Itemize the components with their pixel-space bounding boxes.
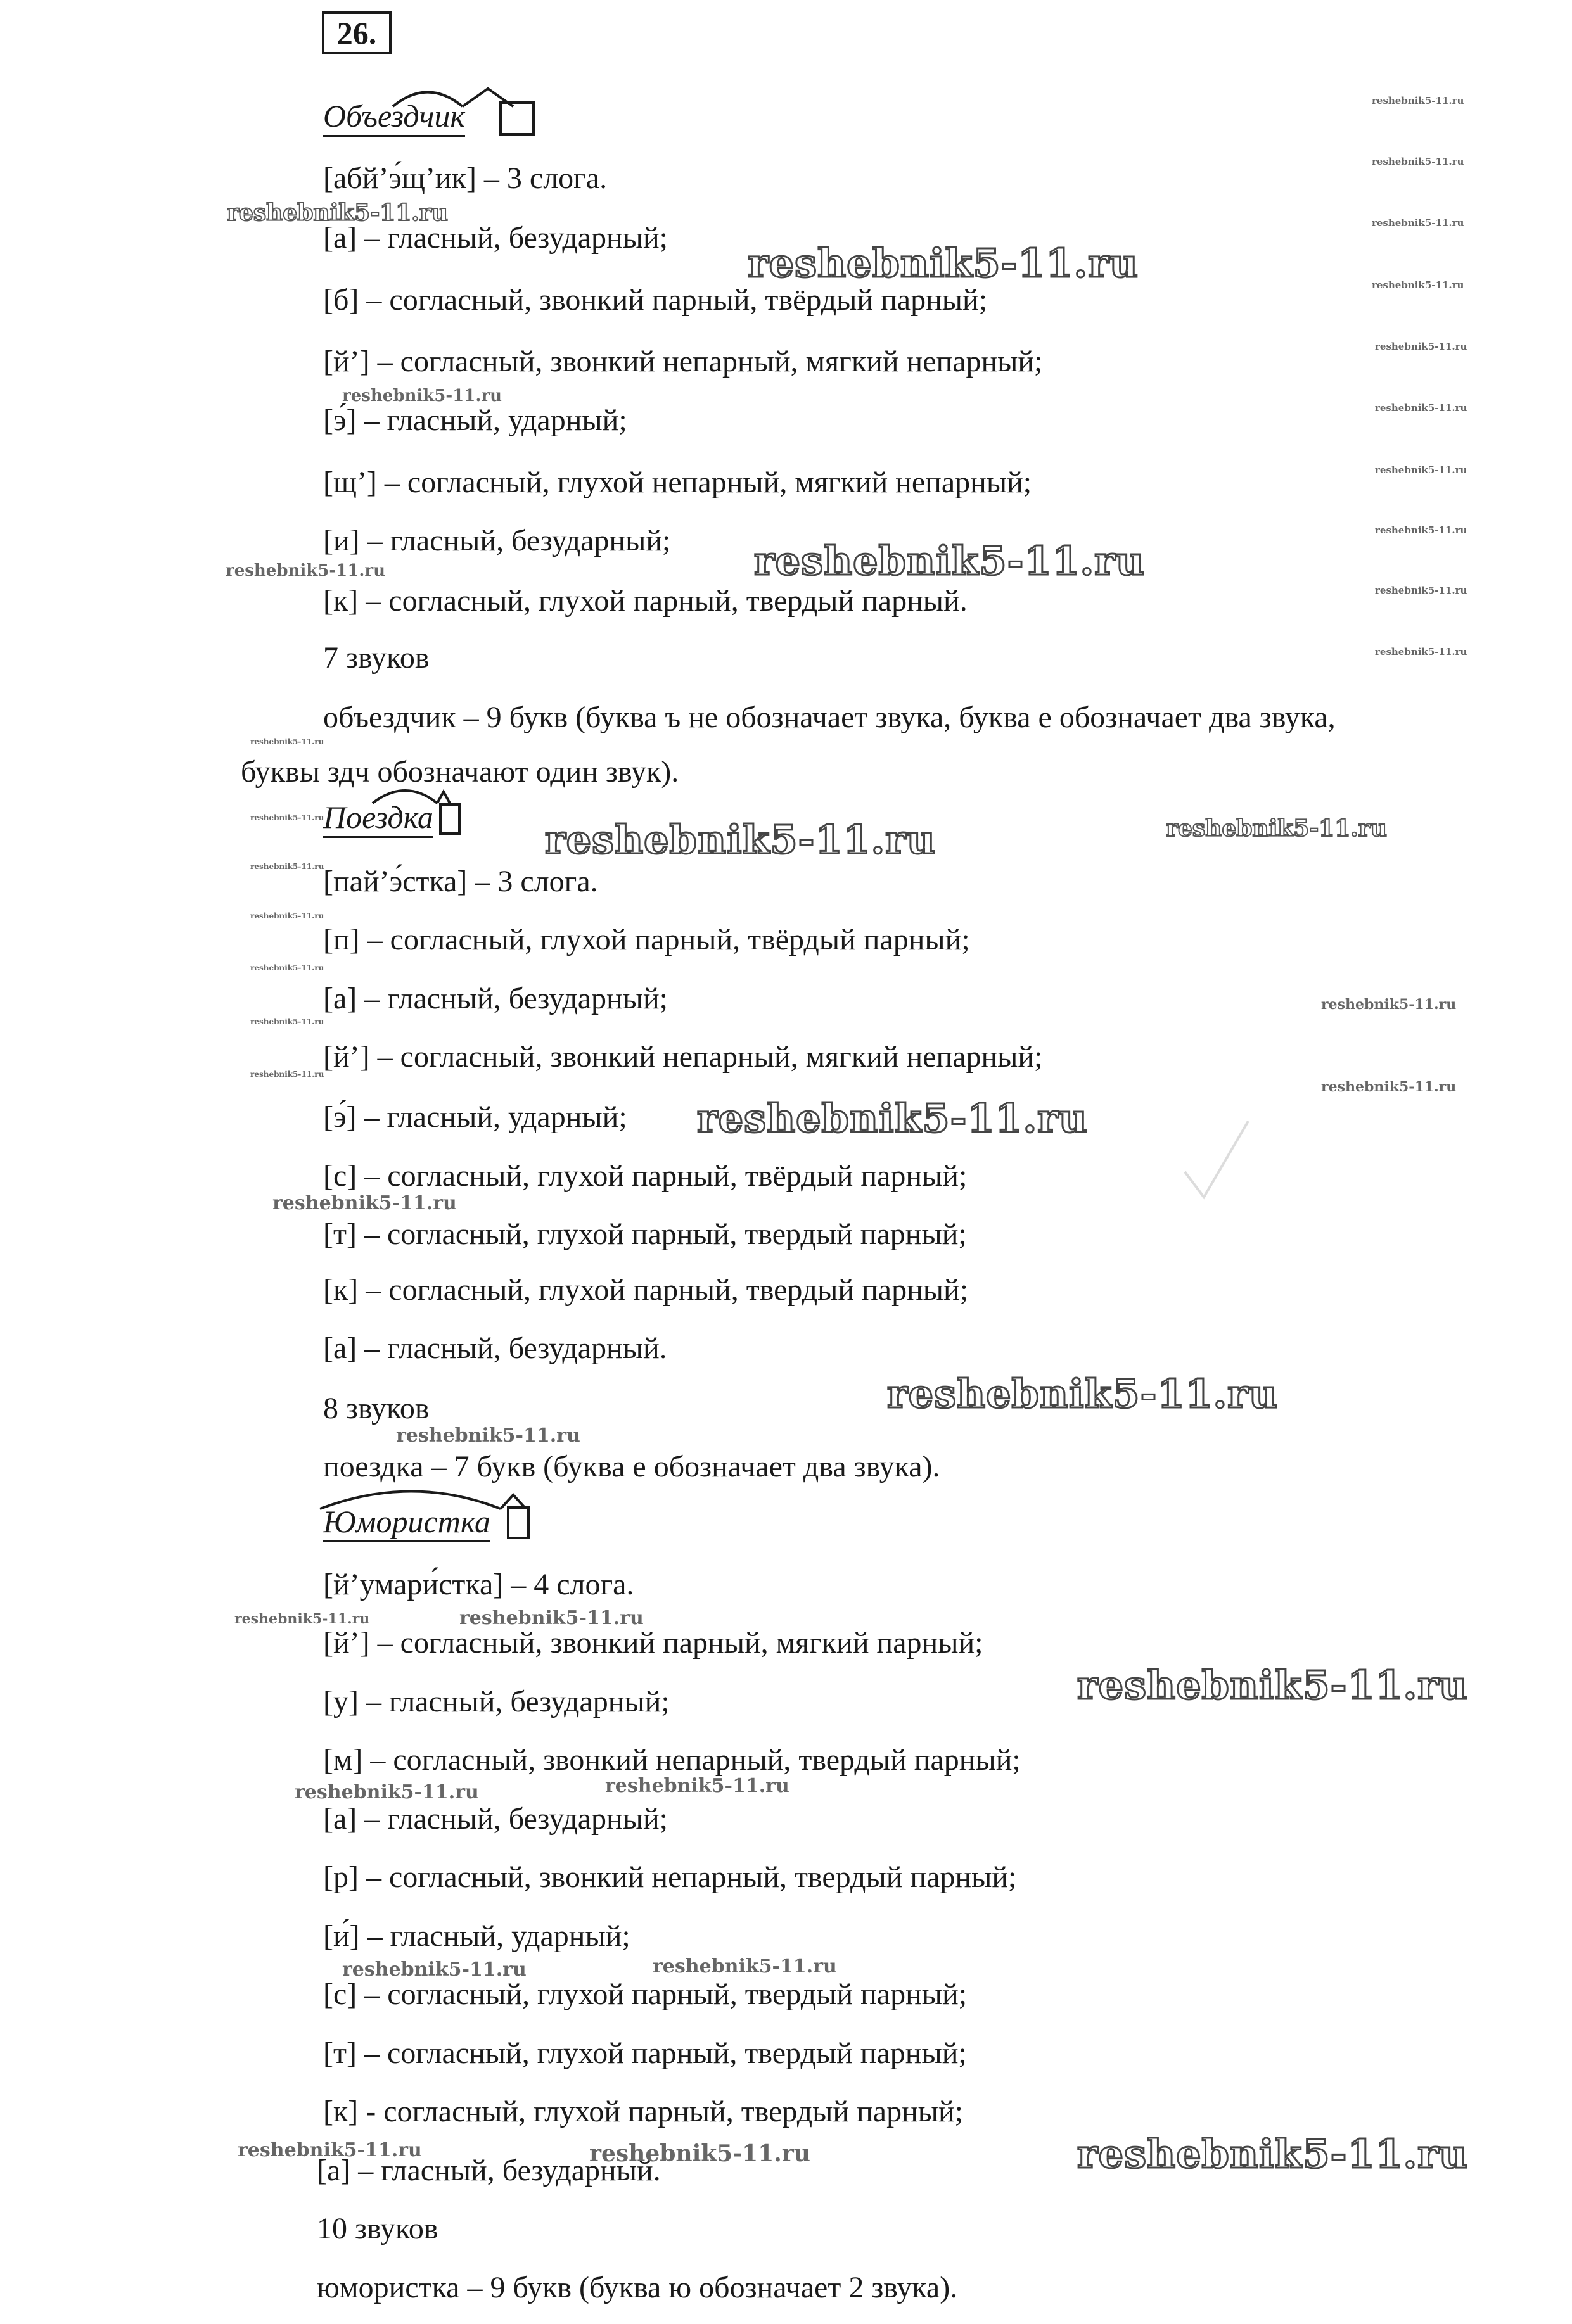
- sound-line: [й’] – согласный, звонкий парный, мягкий парный;: [323, 1626, 983, 1660]
- watermark: reshebnik5-11.ru: [1375, 585, 1467, 596]
- watermark: reshebnik5-11.ru: [250, 813, 324, 822]
- watermark: reshebnik5-11.ru: [250, 1070, 324, 1079]
- transcription-2: [пай’э́стка] – 3 слога.: [323, 865, 598, 898]
- watermark: reshebnik5-11.ru: [1375, 646, 1467, 657]
- sound-line: [к] - согласный, глухой парный, твердый парный;: [323, 2095, 964, 2128]
- ending-box-1: [499, 101, 535, 136]
- ending-box-3: [507, 1506, 530, 1539]
- sound-line: [а] – гласный, безударный;: [323, 221, 668, 255]
- watermark: reshebnik5-11.ru: [250, 862, 324, 871]
- sound-count-2: 8 звуков: [323, 1392, 430, 1425]
- watermark: reshebnik5-11.ru: [1077, 1662, 1468, 1708]
- watermark: reshebnik5-11.ru: [697, 1095, 1088, 1141]
- watermark: reshebnik5-11.ru: [1321, 996, 1457, 1013]
- watermark: reshebnik5-11.ru: [1372, 217, 1464, 229]
- watermark: reshebnik5-11.ru: [1375, 402, 1467, 414]
- watermark: reshebnik5-11.ru: [250, 963, 324, 972]
- sound-line: [у] – гласный, безударный;: [323, 1685, 670, 1718]
- sound-line: [и] – гласный, безударный;: [323, 524, 671, 557]
- sound-line: [а] – гласный, безударный;: [323, 1802, 668, 1836]
- sound-line: [с] – согласный, глухой парный, твёрдый парный;: [323, 1159, 968, 1193]
- watermark: reshebnik5-11.ru: [754, 538, 1145, 584]
- watermark: reshebnik5-11.ru: [272, 1192, 457, 1214]
- watermark: reshebnik5-11.ru: [1375, 524, 1467, 536]
- sound-line: [к] – согласный, глухой парный, твердый парный;: [323, 1273, 969, 1307]
- sound-line: [щ’] – согласный, глухой непарный, мягкий непарный;: [323, 466, 1032, 499]
- sound-line: [й’] – согласный, звонкий непарный, мягкий непарный;: [323, 345, 1043, 378]
- watermark: reshebnik5-11.ru: [1375, 341, 1467, 352]
- exercise-number: 26.: [322, 11, 392, 54]
- sound-line: [а] – гласный, безударный;: [323, 982, 668, 1015]
- word-1: Объездчик: [323, 100, 465, 132]
- watermark: reshebnik5-11.ru: [605, 1775, 789, 1797]
- sound-line: [а] – гласный, безударный.: [317, 2154, 661, 2187]
- summary-3: юмористка – 9 букв (буква ю обозначает 2 звука).: [317, 2271, 958, 2304]
- watermark: reshebnik5-11.ru: [342, 1959, 527, 1981]
- sound-line: [с] – согласный, глухой парный, твердый парный;: [323, 1978, 968, 2011]
- watermark: reshebnik5-11.ru: [234, 1611, 370, 1627]
- watermark: reshebnik5-11.ru: [1372, 279, 1464, 291]
- watermark: reshebnik5-11.ru: [1372, 156, 1464, 167]
- watermark: reshebnik5-11.ru: [1375, 464, 1467, 476]
- suffix-cap: [437, 792, 450, 803]
- watermark: reshebnik5-11.ru: [459, 1607, 644, 1629]
- word-2: Поездка: [323, 801, 433, 833]
- transcription-1: [абй’э́щ’ик] – 3 слога.: [323, 162, 608, 195]
- sound-line: [к] – согласный, глухой парный, твердый парный.: [323, 584, 968, 618]
- watermark: reshebnik5-11.ru: [1372, 95, 1464, 106]
- watermark: reshebnik5-11.ru: [396, 1425, 580, 1447]
- summary-1: объездчик – 9 букв (буква ъ не обозначает звука, буква е обозначает два звука, буквы здч обозначают один звук).: [241, 701, 1336, 789]
- watermark: reshebnik5-11.ru: [653, 1955, 837, 1978]
- summary-2: поездка – 7 букв (буква е обозначает два звука).: [323, 1450, 940, 1483]
- sound-count-3: 10 звуков: [317, 2212, 438, 2245]
- sound-count-1: 7 звуков: [323, 641, 430, 675]
- watermark: reshebnik5-11.ru: [887, 1371, 1278, 1417]
- sound-line: [т] – согласный, глухой парный, твердый парный;: [323, 1217, 967, 1251]
- ending-box-2: [439, 803, 461, 835]
- transcription-3: [й’умари́стка] – 4 слога.: [323, 1568, 634, 1601]
- watermark: reshebnik5-11.ru: [226, 561, 386, 580]
- word-3: Юмористка: [323, 1506, 490, 1537]
- sound-line: [т] – согласный, глухой парный, твердый парный;: [323, 2036, 967, 2070]
- watermark: reshebnik5-11.ru: [227, 200, 448, 226]
- watermark: reshebnik5-11.ru: [748, 240, 1139, 286]
- watermark: reshebnik5-11.ru: [238, 2139, 422, 2161]
- watermark: reshebnik5-11.ru: [250, 1017, 324, 1026]
- watermark: reshebnik5-11.ru: [250, 911, 324, 920]
- watermark: reshebnik5-11.ru: [1166, 815, 1387, 842]
- sound-line: [б] – согласный, звонкий парный, твёрдый парный;: [323, 283, 988, 317]
- sound-line: [п] – согласный, глухой парный, твёрдый парный;: [323, 923, 970, 956]
- watermark: reshebnik5-11.ru: [1321, 1079, 1457, 1095]
- watermark: reshebnik5-11.ru: [250, 737, 324, 746]
- watermark: reshebnik5-11.ru: [342, 386, 502, 405]
- check-mark-icon: [1179, 1115, 1255, 1203]
- watermark: reshebnik5-11.ru: [295, 1781, 479, 1803]
- sound-line: [э́] – гласный, ударный;: [323, 403, 627, 437]
- sound-line: [м] – согласный, звонкий непарный, твердый парный;: [323, 1743, 1021, 1777]
- sound-line: [й’] – согласный, звонкий непарный, мягкий непарный;: [323, 1040, 1043, 1074]
- sound-line: [р] – согласный, звонкий непарный, твердый парный;: [323, 1860, 1017, 1894]
- watermark: reshebnik5-11.ru: [545, 816, 936, 863]
- sound-line: [э́] – гласный, ударный;: [323, 1100, 627, 1134]
- sound-line: [и́] – гласный, ударный;: [323, 1919, 630, 1953]
- sound-line: [а] – гласный, безударный.: [323, 1331, 667, 1365]
- watermark: reshebnik5-11.ru: [1077, 2131, 1468, 2177]
- watermark: reshebnik5-11.ru: [589, 2140, 810, 2167]
